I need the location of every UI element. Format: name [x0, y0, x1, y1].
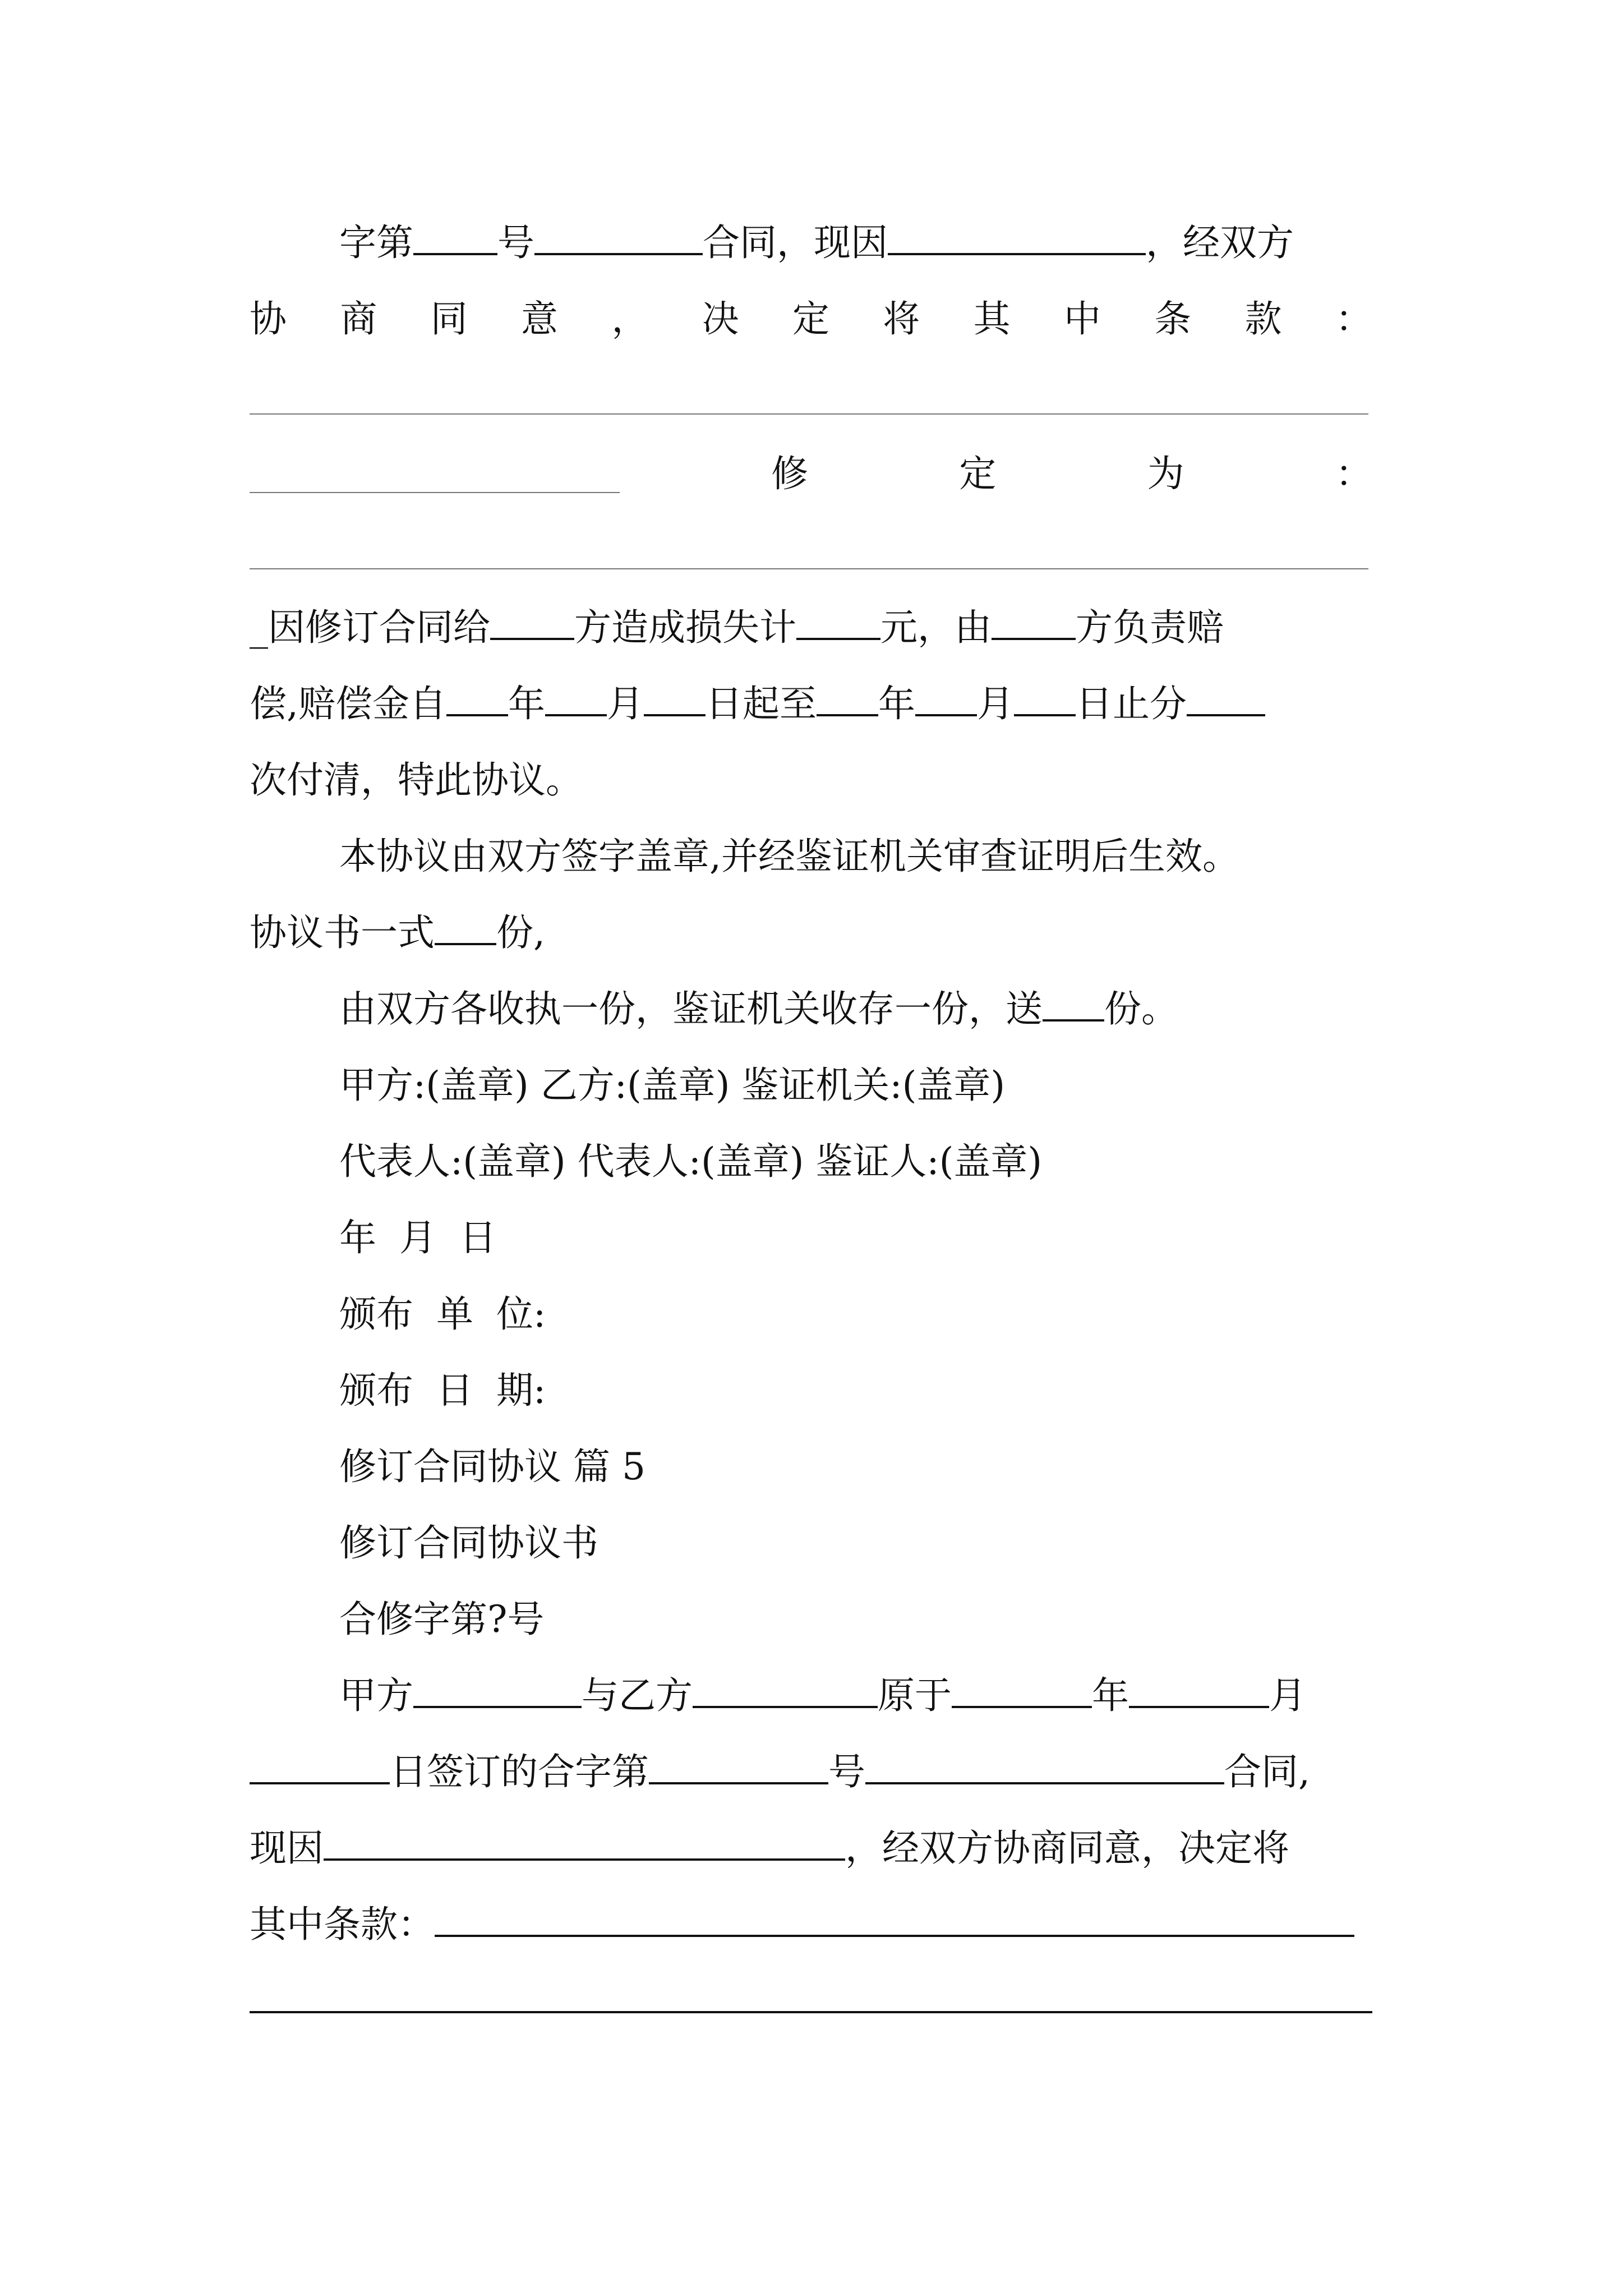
blank-rule — [250, 2011, 1372, 2013]
text: 号 — [828, 1750, 865, 1793]
text: 其中条款： — [250, 1903, 435, 1946]
text: 年 — [508, 682, 545, 725]
text: 年 — [1092, 1674, 1129, 1717]
text: 合同, — [1224, 1750, 1310, 1793]
paragraph-line-21 — [250, 1899, 1354, 1950]
text: 月 — [1269, 1674, 1306, 1717]
text: ，经双方协商同意，决定将 — [845, 1826, 1289, 1870]
paragraph-line-19 — [250, 1747, 1310, 1797]
paragraph-line-2 — [250, 294, 1372, 344]
text: 颁布 日 期: — [339, 1369, 546, 1412]
blank — [1014, 683, 1076, 716]
document-title — [339, 1518, 598, 1568]
char: ， — [611, 297, 649, 341]
text: 合修字第?号 — [339, 1598, 545, 1641]
char: 决 — [702, 297, 739, 341]
blank — [796, 606, 880, 640]
char: 条 — [1154, 297, 1192, 341]
text: 协议书一式 — [250, 911, 435, 954]
blank — [952, 1674, 1092, 1708]
char: 协 — [250, 297, 287, 341]
char: 同 — [430, 297, 468, 341]
text: 份, — [496, 911, 545, 954]
blank — [446, 683, 508, 716]
blank — [413, 1674, 582, 1708]
blank — [888, 222, 1146, 255]
issuer-line — [339, 1289, 546, 1340]
text: 由双方各收执一份，鉴证机关收存一份，送 — [339, 987, 1043, 1030]
text: 修订合同协议书 — [339, 1521, 598, 1565]
text: 号 — [497, 221, 534, 264]
paragraph-line-20 — [250, 1823, 1289, 1874]
text: 日签订的合字第 — [390, 1750, 649, 1793]
blank — [490, 606, 574, 640]
blank — [992, 606, 1076, 640]
char: ： — [1335, 297, 1372, 341]
text: ，经双方 — [1146, 221, 1294, 264]
char: 定 — [959, 452, 997, 495]
char: 修 — [771, 452, 808, 495]
document-number — [339, 1594, 544, 1645]
text: 次付清，特此协议。 — [250, 758, 583, 802]
char: 定 — [792, 297, 829, 341]
text: 代表人:(盖章) 代表人:(盖章) 鉴证人:(盖章) — [339, 1140, 1043, 1183]
char: 商 — [340, 297, 377, 341]
char: 意 — [520, 297, 558, 341]
blank-rule — [250, 492, 620, 493]
char: 为 — [1147, 452, 1184, 495]
paragraph-line-4 — [250, 602, 1224, 653]
blank — [1187, 683, 1265, 716]
blank — [644, 683, 706, 716]
paragraph-line-5 — [250, 679, 1265, 729]
char: ： — [1335, 452, 1372, 495]
text: 原于 — [878, 1674, 952, 1717]
blank — [413, 222, 497, 255]
blank-rule — [250, 568, 1368, 569]
signature-line-parties — [339, 1060, 1005, 1111]
char: 款 — [1244, 297, 1282, 341]
text: 字第 — [339, 221, 413, 264]
issue-date-line — [339, 1365, 546, 1416]
text: 合同，现因 — [703, 221, 888, 264]
text: 甲方 — [339, 1674, 413, 1717]
text: 颁布 单 位: — [339, 1292, 546, 1336]
blank — [324, 1827, 845, 1861]
blank — [865, 1751, 1224, 1784]
text: 修订合同协议 篇 5 — [339, 1445, 645, 1488]
text: 甲方:(盖章) 乙方:(盖章) 鉴证机关:(盖章) — [339, 1064, 1006, 1107]
blank — [534, 222, 703, 255]
blank — [817, 683, 878, 716]
blank — [250, 1751, 390, 1784]
char: 其 — [973, 297, 1011, 341]
paragraph-line-18 — [339, 1671, 1306, 1721]
paragraph-line-9 — [339, 984, 1178, 1034]
char: 将 — [883, 297, 920, 341]
text: 本协议由双方签字盖章,并经鉴证机关审查证明后生效。 — [339, 835, 1239, 878]
text: 偿,赔偿金自 — [250, 682, 446, 725]
text: 月 — [976, 682, 1014, 725]
paragraph-line-8 — [250, 908, 545, 958]
paragraph-line-7 — [339, 831, 1239, 882]
text: 日起至 — [705, 682, 817, 725]
text: 方负责赔 — [1076, 606, 1224, 649]
blank — [435, 912, 496, 945]
blank — [1043, 988, 1104, 1022]
paragraph-line-3 — [771, 449, 1372, 499]
blank — [915, 683, 977, 716]
paragraph-line-6 — [250, 755, 583, 806]
blank — [435, 1903, 1354, 1937]
section-heading — [339, 1442, 645, 1492]
blank — [649, 1751, 828, 1784]
char: 中 — [1063, 297, 1101, 341]
text: 现因 — [250, 1826, 324, 1870]
text: 月 — [606, 682, 644, 725]
blank — [545, 683, 607, 716]
blank-rule — [250, 413, 1368, 415]
text: 份。 — [1104, 987, 1178, 1030]
blank — [1129, 1674, 1269, 1708]
blank — [693, 1674, 878, 1708]
signature-line-representatives — [339, 1137, 1042, 1187]
paragraph-line-1 — [339, 218, 1294, 268]
date-line — [339, 1213, 496, 1263]
text: 元，由 — [880, 606, 992, 649]
text: 年 — [878, 682, 915, 725]
text: 与乙方 — [582, 1674, 693, 1717]
text: _因修订合同给 — [250, 606, 490, 649]
text: 年 月 日 — [339, 1216, 496, 1259]
text: 日止分 — [1075, 682, 1187, 725]
text: 方造成损失计 — [574, 606, 796, 649]
